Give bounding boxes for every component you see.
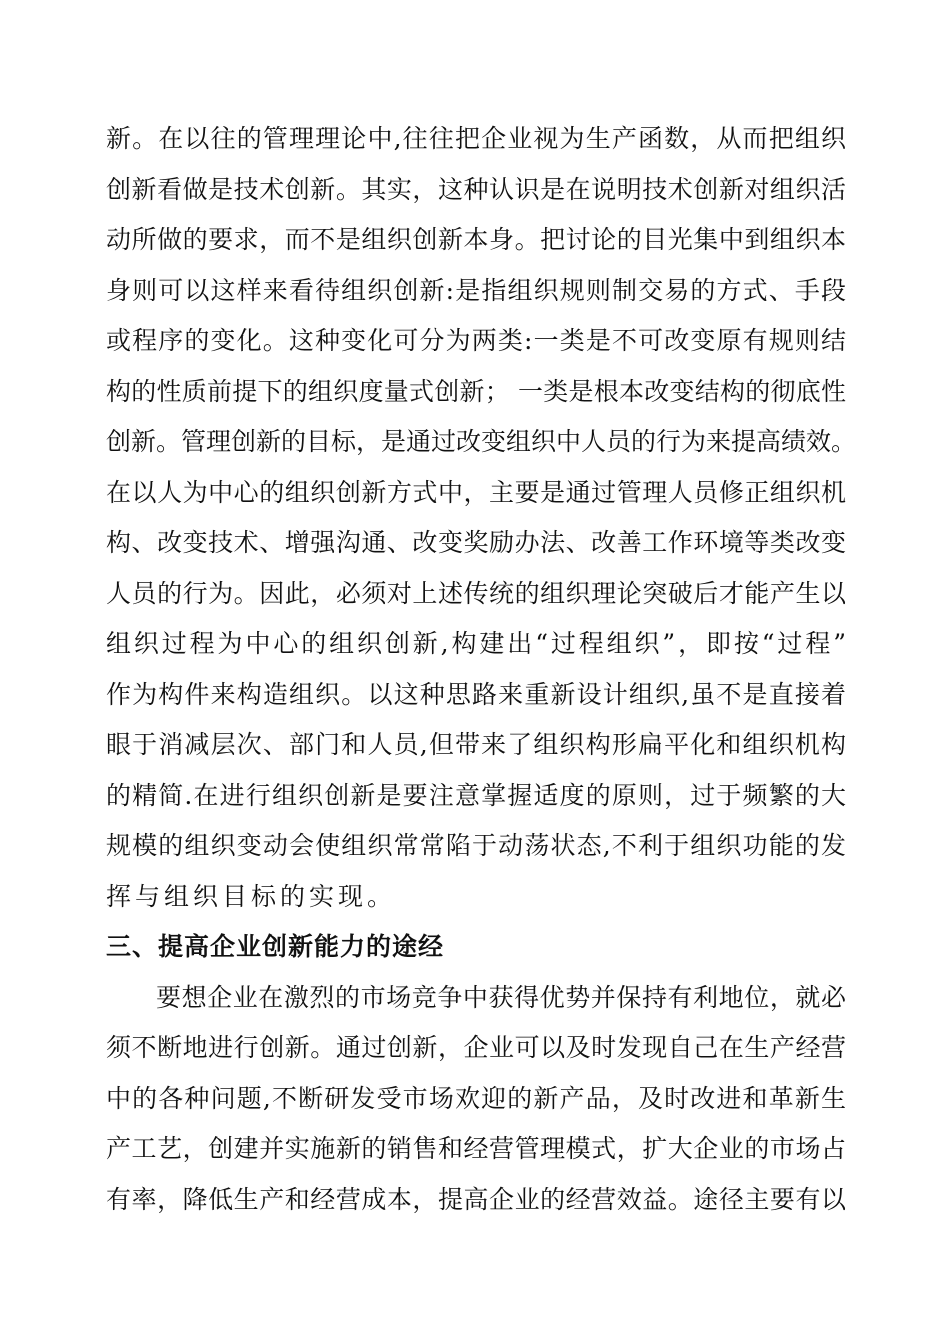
paragraph-line: 构、改变技术、增强沟通、改变奖励办法、改善工作环境等类改变 bbox=[106, 528, 846, 557]
paragraph-line: 创新。管理创新的目标，是通过改变组织中人员的行为来提高绩效。 bbox=[106, 427, 857, 456]
paragraph-line: 身则可以这样来看待组织创新:是指组织规则制交易的方式、手段 bbox=[106, 276, 846, 305]
paragraph-line: 的精简.在进行组织创新是要注意掌握适度的原则，过于频繁的大 bbox=[106, 781, 846, 810]
paragraph-line: 产工艺，创建并实施新的销售和经营管理模式，扩大企业的市场占 bbox=[106, 1134, 846, 1163]
section-heading: 三、提高企业创新能力的途经 bbox=[106, 932, 445, 961]
paragraph-line: 要想企业在激烈的市场竞争中获得优势并保持有利地位，就必 bbox=[156, 983, 846, 1012]
paragraph-line: 眼于消减层次、部门和人员,但带来了组织构形扁平化和组织机构 bbox=[106, 730, 846, 759]
paragraph-line: 挥与组织目标的实现。 bbox=[106, 882, 397, 911]
paragraph-line: 新。在以往的管理理论中,往往把企业视为生产函数，从而把组织 bbox=[106, 124, 846, 153]
paragraph-line: 有率，降低生产和经营成本，提高企业的经营效益。途径主要有以 bbox=[106, 1185, 846, 1214]
paragraph-line: 须不断地进行创新。通过创新，企业可以及时发现自己在生产经营 bbox=[106, 1033, 846, 1062]
paragraph-line: 创新看做是技术创新。其实，这种认识是在说明技术创新对组织活 bbox=[106, 175, 846, 204]
paragraph-line: 动所做的要求，而不是组织创新本身。把讨论的目光集中到组织本 bbox=[106, 225, 846, 254]
paragraph-line: 规模的组织变动会使组织常常陷于动荡状态,不利于组织功能的发 bbox=[106, 831, 846, 860]
paragraph-line: 中的各种问题,不断研发受市场欢迎的新产品，及时改进和革新生 bbox=[106, 1084, 846, 1113]
paragraph-line: 组织过程为中心的组织创新,构建出“过程组织”，即按“过程” bbox=[106, 629, 846, 658]
paragraph-line: 作为构件来构造组织。以这种思路来重新设计组织,虽不是直接着 bbox=[106, 680, 846, 709]
paragraph-line: 人员的行为。因此，必须对上述传统的组织理论突破后才能产生以 bbox=[106, 579, 846, 608]
paragraph-line: 构的性质前提下的组织度量式创新； 一类是根本改变结构的彻底性 bbox=[106, 377, 846, 406]
paragraph-line: 在以人为中心的组织创新方式中，主要是通过管理人员修正组织机 bbox=[106, 478, 846, 507]
paragraph-line: 或程序的变化。这种变化可分为两类:一类是不可改变原有规则结 bbox=[106, 326, 846, 355]
